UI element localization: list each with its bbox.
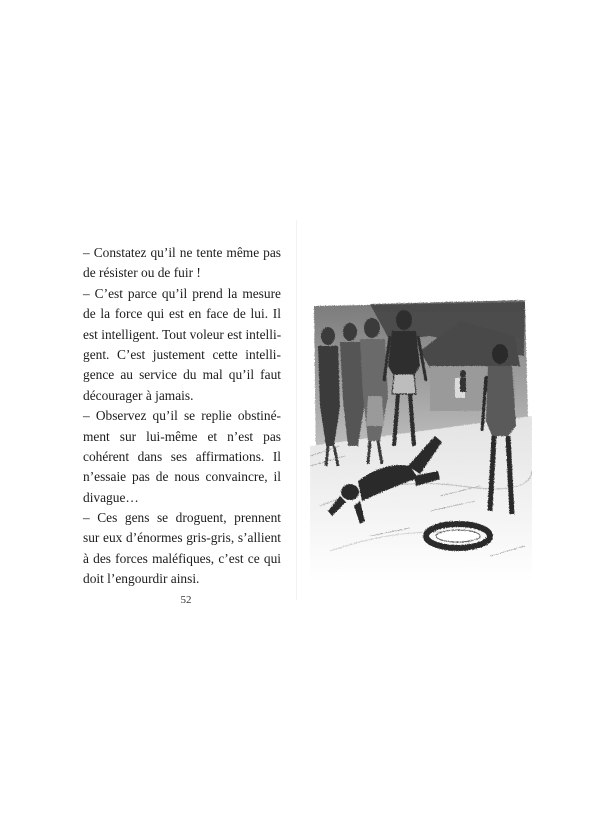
left-page-text [83,243,281,590]
text-line: gent. C’est justement cette intelli- [83,346,281,362]
text-line: est intelligent. Tout voleur est intelli- [83,326,282,342]
text-line: – Observez qu’il se replie obstiné- [83,408,281,424]
text-line: à des forces maléfiques, c’est ce qui [83,550,281,566]
ink-illustration [310,296,532,582]
text-line: – C’est parce qu’il prend la mesure [83,285,281,301]
text-line: cohérent dans ses affirmations. Il [83,448,281,464]
text-line: n’essaie pas de nous convaincre, il [83,469,281,485]
text-line: – Constatez qu’il ne tente même pas [83,245,281,260]
text-line: – Ces gens se droguent, prennent [83,510,281,526]
page-number: 52 [180,594,192,606]
text-line: gence au service du mal qu’il faut [83,367,281,383]
text-line: de la force qui est en face de lui. Il [83,306,281,322]
page-gutter [296,220,297,600]
text-line: de résister ou de fuir ! [83,265,201,281]
text-line: sur eux d’énormes gris-gris, s’allient [83,530,281,546]
text-line: ment sur lui-même et n’est pas [83,428,281,444]
text-line: doit l’engourdir ainsi. [83,571,200,587]
text-line: décourager à jamais. [83,387,194,403]
text-line: divague… [83,489,139,505]
